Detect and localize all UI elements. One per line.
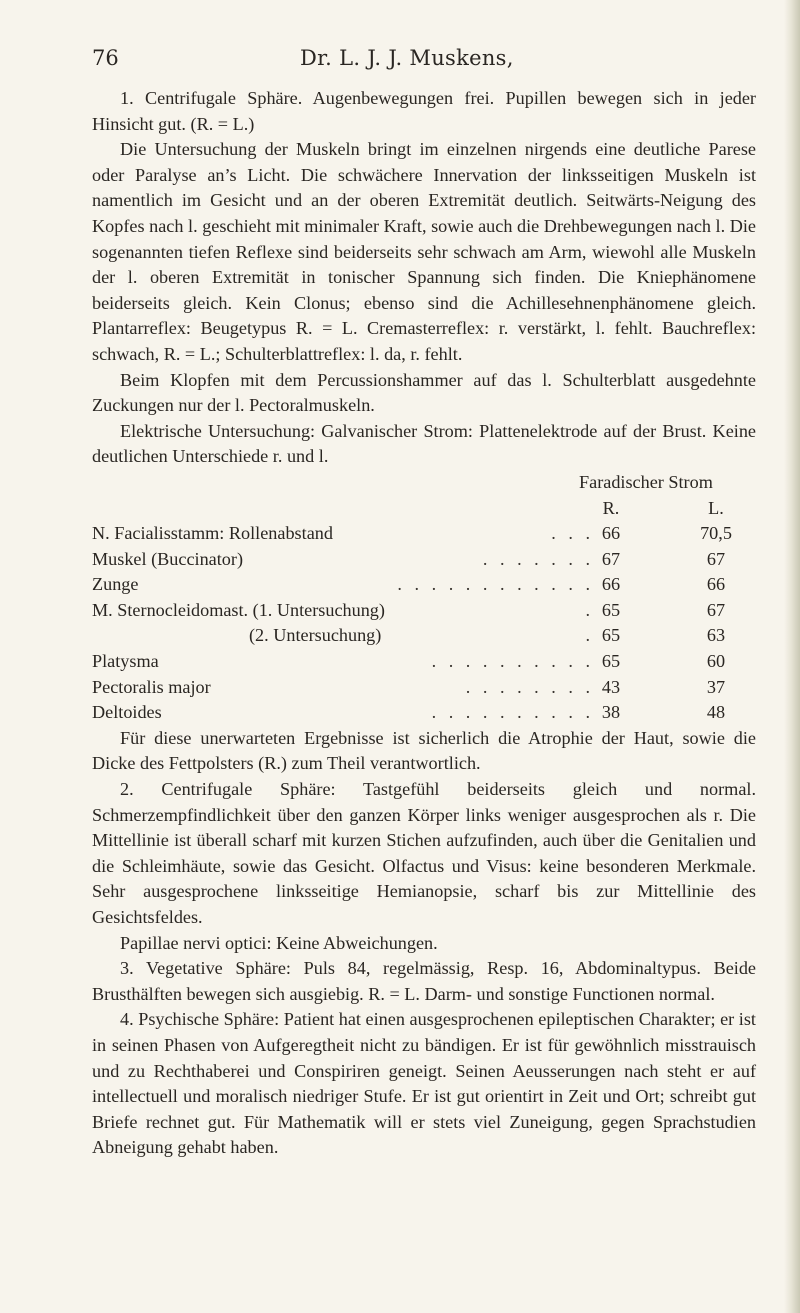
row-label: (2. Untersuchung)	[249, 625, 382, 646]
page-edge-shadow	[784, 0, 800, 1313]
paragraph-results-note: Für diese unerwarteten Ergebnisse ist sicherlich die Atrophie der Haut, sowie die Dicke des Fettpolsters (R.) zum Theil verantwortlich.	[92, 727, 756, 774]
faradic-table	[92, 470, 756, 726]
paragraph-centrifugal-2: 2. Centrifugale Sphäre: Tastgefühl beiderseits gleich und normal. Schmerzempfindlichkeit über den ganzen Körper links weniger ausgesprochen als r. Die Mittellinie ist überall scharf mit kurzen Stichen aufzufinden, auch über die Genitalien und die Schleimhäute, sowie das Gesicht. Olfactus und Visus: keine besonderen Merkmale. Sehr ausgesprochene linksseitige Hemianopsie, scharf bis zur Mittellinie des Gesichtsfeldes.	[92, 779, 756, 927]
row-leader-dots: . . . . . . . . . . . .	[397, 574, 594, 595]
row-value-r: 66	[601, 523, 621, 544]
running-title: Dr. L. J. J. Muskens,	[300, 46, 514, 70]
paragraph-papillae: Papillae nervi optici: Keine Abweichungen.	[120, 932, 438, 953]
row-value-l: 63	[706, 625, 726, 646]
row-leader-dots: . . . . . . . . . .	[431, 702, 594, 723]
row-leader-dots: . . . . . . . .	[465, 676, 594, 697]
table-caption-row	[92, 470, 756, 496]
table-row	[92, 649, 756, 675]
row-value-r: 65	[601, 625, 621, 646]
column-header-l: L.	[708, 497, 724, 518]
paragraph-centrifugal-1: 1. Centrifugale Sphäre. Augenbewegungen frei. Pupillen bewegen sich in jeder Hinsicht gut. (R. = L.)	[92, 88, 756, 134]
row-leader-dots: . . .	[551, 523, 594, 544]
row-label: M. Sternocleidomast. (1. Untersuchung)	[92, 599, 385, 620]
table-header-row	[92, 496, 756, 522]
paragraph-muscle-exam: Die Untersuchung der Muskeln bringt im einzelnen nirgends eine deutliche Parese oder Paralyse an’s Licht. Die schwächere Innervation der linksseitigen Muskeln ist namentlich im Gesicht und an der oberen Extremität deutlich. Seitwärts-Neigung des Kopfes nach l. geschieht mit minimaler Kraft, sowie auch die Drehbewegungen nach l. Die sogenannten tiefen Reflexe sind beiderseits sehr schwach am Arm, wiewohl alle Muskeln der l. oberen Extremität in tonischer Spannung sich finden. Die Kniephänomene beiderseits gleich. Kein Clonus; ebenso sind die Achillesehnenphänomene gleich. Plantarreflex: Beugetypus R. = L. Cremasterreflex: r. verstärkt, l. fehlt. Bauchreflex: schwach, R. = L.; Schulterblattreflex: l. da, r. fehlt.	[92, 139, 756, 364]
row-label: Muskel (Buccinator)	[92, 548, 244, 569]
page-header	[0, 46, 800, 76]
row-label: Platysma	[92, 651, 159, 672]
row-value-l: 48	[706, 702, 726, 723]
paragraph-electric-exam: Elektrische Untersuchung: Galvanischer Strom: Plattenelektrode auf der Brust. Keine deutlichen Unterschiede r. und l.	[92, 420, 756, 467]
row-value-r: 43	[601, 676, 621, 697]
row-value-r: 67	[601, 548, 621, 569]
table-row	[92, 700, 756, 726]
paragraph-psychic: 4. Psychische Sphäre: Patient hat einen ausgesprochenen epileptischen Charakter; er ist in seinen Phasen von Aufgeregtheit nicht zu bändigen. Er ist für gewöhnlich misstrauisch und zu Rechthaberei und Conspiriren geneigt. Seinen Aeusserungen nach steht er auf intellectuell und moralisch niedriger Stufe. Er ist gut orientirt in Zeit und Ort; schreibt gut Briefe rechnet gut. Für Mathematik will er stets viel Zuneigung, gegen Sprachstudien Abneigung gehabt haben.	[92, 1009, 756, 1158]
column-header-r: R.	[602, 497, 620, 518]
paragraph-percussion: Beim Klopfen mit dem Percussionshammer auf das l. Schulterblatt ausgedehnte Zuckungen nur der l. Pectoralmuskeln.	[92, 369, 756, 416]
row-value-r: 65	[601, 599, 621, 620]
row-value-r: 65	[601, 651, 621, 672]
row-label: Zunge	[92, 574, 139, 595]
row-value-l: 37	[706, 676, 726, 697]
table-row	[92, 623, 756, 649]
row-label: Pectoralis major	[92, 676, 211, 697]
row-value-l: 67	[706, 599, 726, 620]
row-leader-dots: . . . . . . . . . .	[431, 651, 594, 672]
page-number: 76	[92, 46, 119, 70]
table-caption: Faradischer Strom	[579, 471, 713, 492]
row-value-r: 38	[601, 702, 621, 723]
row-label: Deltoides	[92, 702, 162, 723]
table-row	[92, 547, 756, 573]
table-row	[92, 521, 756, 547]
table-row	[92, 675, 756, 701]
row-value-r: 66	[601, 574, 621, 595]
row-value-l: 70,5	[700, 523, 732, 544]
row-leader-dots: .	[585, 599, 594, 620]
paragraph-vegetative: 3. Vegetative Sphäre: Puls 84, regelmässig, Resp. 16, Abdominaltypus. Beide Brusthälften bewegen sich ausgiebig. R. = L. Darm- und sonstige Functionen normal.	[92, 958, 756, 1004]
row-leader-dots: .	[585, 625, 594, 646]
table-row	[92, 572, 756, 598]
row-leader-dots: . . . . . . .	[482, 548, 594, 569]
row-label: N. Facialisstamm: Rollenabstand	[92, 523, 333, 544]
row-value-l: 67	[706, 548, 726, 569]
row-value-l: 66	[706, 574, 726, 595]
page-body	[92, 86, 756, 1161]
table-row	[92, 598, 756, 624]
row-value-l: 60	[706, 651, 726, 672]
